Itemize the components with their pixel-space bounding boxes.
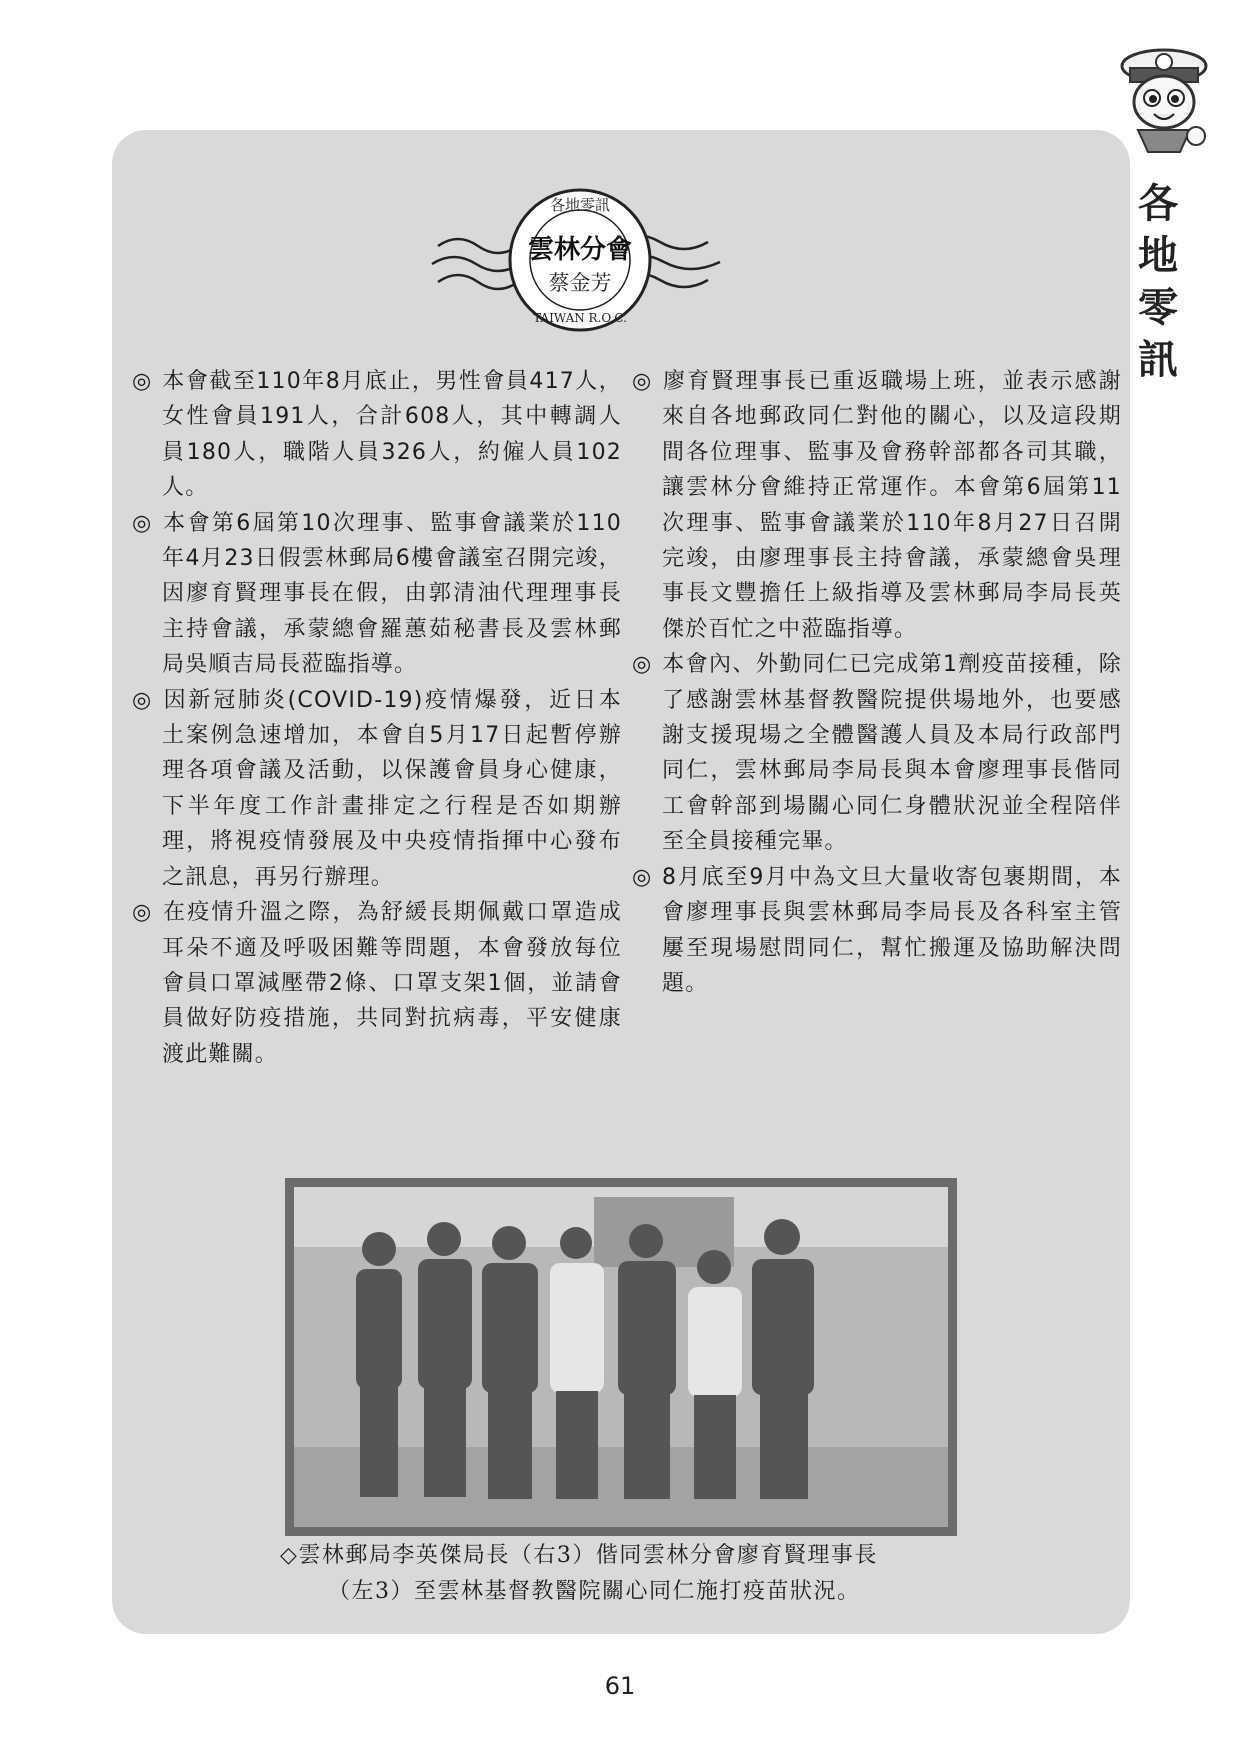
stamp-top-text: 各地零訊 <box>549 196 611 214</box>
bullet-mark: ◎ <box>132 369 153 394</box>
bullet-mark: ◎ <box>632 864 653 890</box>
section-label-char: 零 <box>1138 284 1178 331</box>
article-paragraph <box>132 895 622 1072</box>
photo-frame <box>285 1178 957 1536</box>
postal-mascot-icon <box>1108 44 1220 156</box>
paragraph-text: 8月底至9月中為文旦大量收寄包裹期間，本會廖理事長與雲林郵局李局長及各科室主管屢至現場慰問同仁，幫忙搬運及協助解決問題。 <box>662 864 1122 996</box>
section-label-vertical <box>1128 178 1188 386</box>
article-paragraph <box>132 683 622 895</box>
bullet-mark: ◎ <box>132 510 153 536</box>
article-paragraph <box>632 860 1122 1002</box>
stamp-bottom-text: TAIWAN R.O.C. <box>533 311 627 325</box>
photo-caption <box>280 1538 980 1610</box>
article-paragraph <box>132 364 622 506</box>
bullet-mark: ◎ <box>132 900 153 926</box>
stamp-branch-name: 雲林分會 <box>527 235 633 265</box>
article-column-left <box>132 364 622 1072</box>
section-label-char: 地 <box>1138 232 1178 279</box>
article-paragraph <box>632 364 1122 647</box>
group-photo <box>294 1187 948 1527</box>
paragraph-text: 本會第6屆第10次理事、監事會議業於110年4月23日假雲林郵局6樓會議室召開完竣，因廖育賢理事長在假，由郭清油代理理事長主持會議，承蒙總會羅蕙茹秘書長及雲林郵局吳順吉局長蒞臨指導。 <box>162 510 622 678</box>
article-column-right <box>632 364 1122 1001</box>
paragraph-text: 在疫情升溫之際，為舒緩長期佩戴口罩造成耳朵不適及呼吸困難等問題，本會發放每位會員口罩減壓帶2條、口罩支架1個，並請會員做好防疫措施，共同對抗病毒，平安健康渡此難關。 <box>162 900 622 1067</box>
section-label-char: 訊 <box>1138 336 1178 383</box>
article-paragraph <box>632 647 1122 859</box>
bullet-mark: ◎ <box>632 652 653 678</box>
paragraph-text: 本會內、外勤同仁已完成第1劑疫苗接種，除了感謝雲林基督教醫院提供場地外，也要感謝支援現場之全體醫護人員及本局行政部門同仁，雲林郵局李局長與本會廖理事長偕同工會幹部到場關心同仁身體狀況並全程陪伴至全員接種完畢。 <box>662 652 1122 855</box>
bullet-mark: ◎ <box>632 369 653 394</box>
article-paragraph <box>132 506 622 683</box>
stamp-author-name: 蔡金芳 <box>548 271 612 295</box>
postmark-stamp <box>430 176 730 346</box>
page-number: 61 <box>604 1672 636 1700</box>
paragraph-text: 本會截至110年8月底止，男性會員417人，女性會員191人，合計608人，其中轉調人員180人，職階人員326人，約僱人員102人。 <box>162 369 622 501</box>
bullet-mark: ◎ <box>132 687 153 713</box>
section-label-char: 各 <box>1138 180 1178 227</box>
caption-line-2: （左3）至雲林基督教醫院關心同仁施打疫苗狀況。 <box>328 1579 861 1604</box>
caption-line-1: ◇雲林郵局李英傑局長（右3）偕同雲林分會廖育賢理事長 <box>280 1543 878 1568</box>
paragraph-text: 廖育賢理事長已重返職場上班，並表示感謝來自各地郵政同仁對他的關心，以及這段期間各位理事、監事及會務幹部都各司其職，讓雲林分會維持正常運作。本會第6屆第11次理事、監事會議業於110年8月27日召開完竣，由廖理事長主持會議，承蒙總會吳理事長文豐擔任上級指導及雲林郵局李局長英傑於百忙之中蒞臨指導。 <box>662 369 1122 642</box>
paragraph-text: 因新冠肺炎(COVID-19)疫情爆發，近日本土案例急速增加，本會自5月17日起暫停辦理各項會議及活動，以保護會員身心健康，下半年度工作計畫排定之行程是否如期辦理，將視疫情發展及中央疫情指揮中心發布之訊息，再另行辦理。 <box>162 687 622 890</box>
